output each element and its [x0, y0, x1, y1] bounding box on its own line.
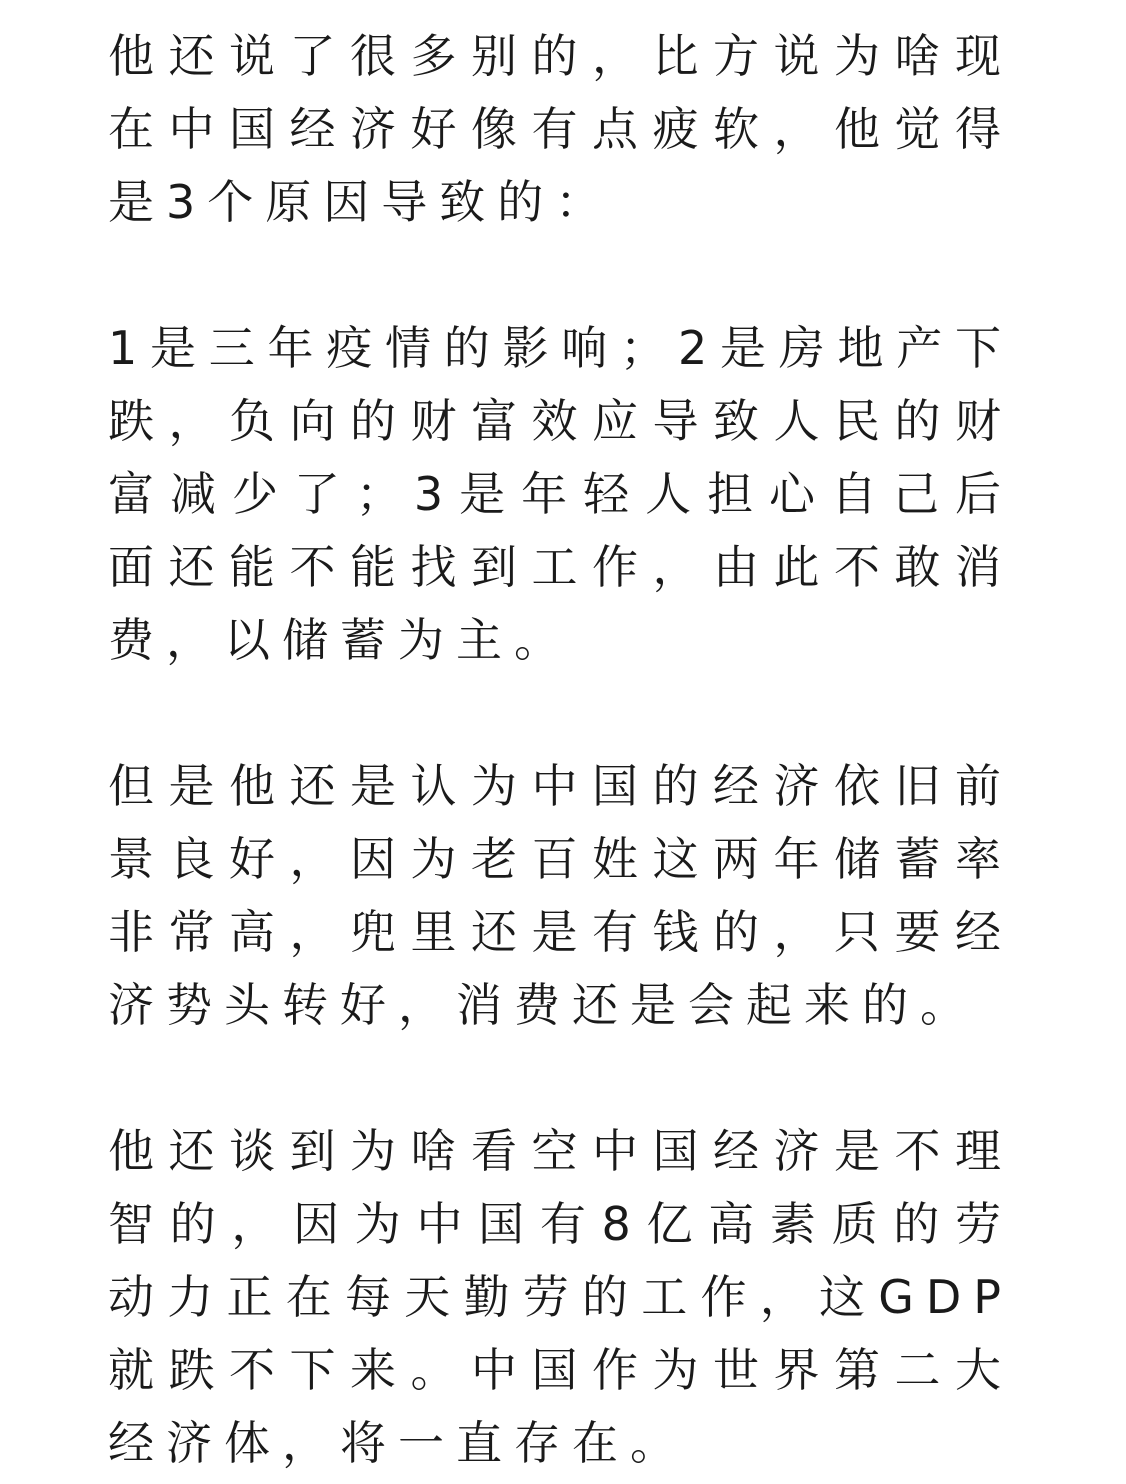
paragraph-3: 但是他还是认为中国的经济依旧前景良好，因为老百姓这两年储蓄率非常高，兜里还是有钱的，只要经济势头转好，消费还是会起来的。 [108, 759, 1013, 1032]
paragraph-1: 他还说了很多别的，比方说为啥现在中国经济好像有点疲软，他觉得是3个原因导致的： [108, 29, 1013, 229]
article-body [108, 20, 1013, 1480]
paragraph-4: 他还谈到为啥看空中国经济是不理智的，因为中国有8亿高素质的劳动力正在每天勤劳的工作，这GDP就跌不下来。中国作为世界第二大经济体，将一直存在。 [108, 1124, 1013, 1470]
paragraph-2: 1是三年疫情的影响；2是房地产下跌，负向的财富效应导致人民的财富减少了；3是年轻人担心自己后面还能不能找到工作，由此不敢消费，以储蓄为主。 [108, 321, 1013, 667]
